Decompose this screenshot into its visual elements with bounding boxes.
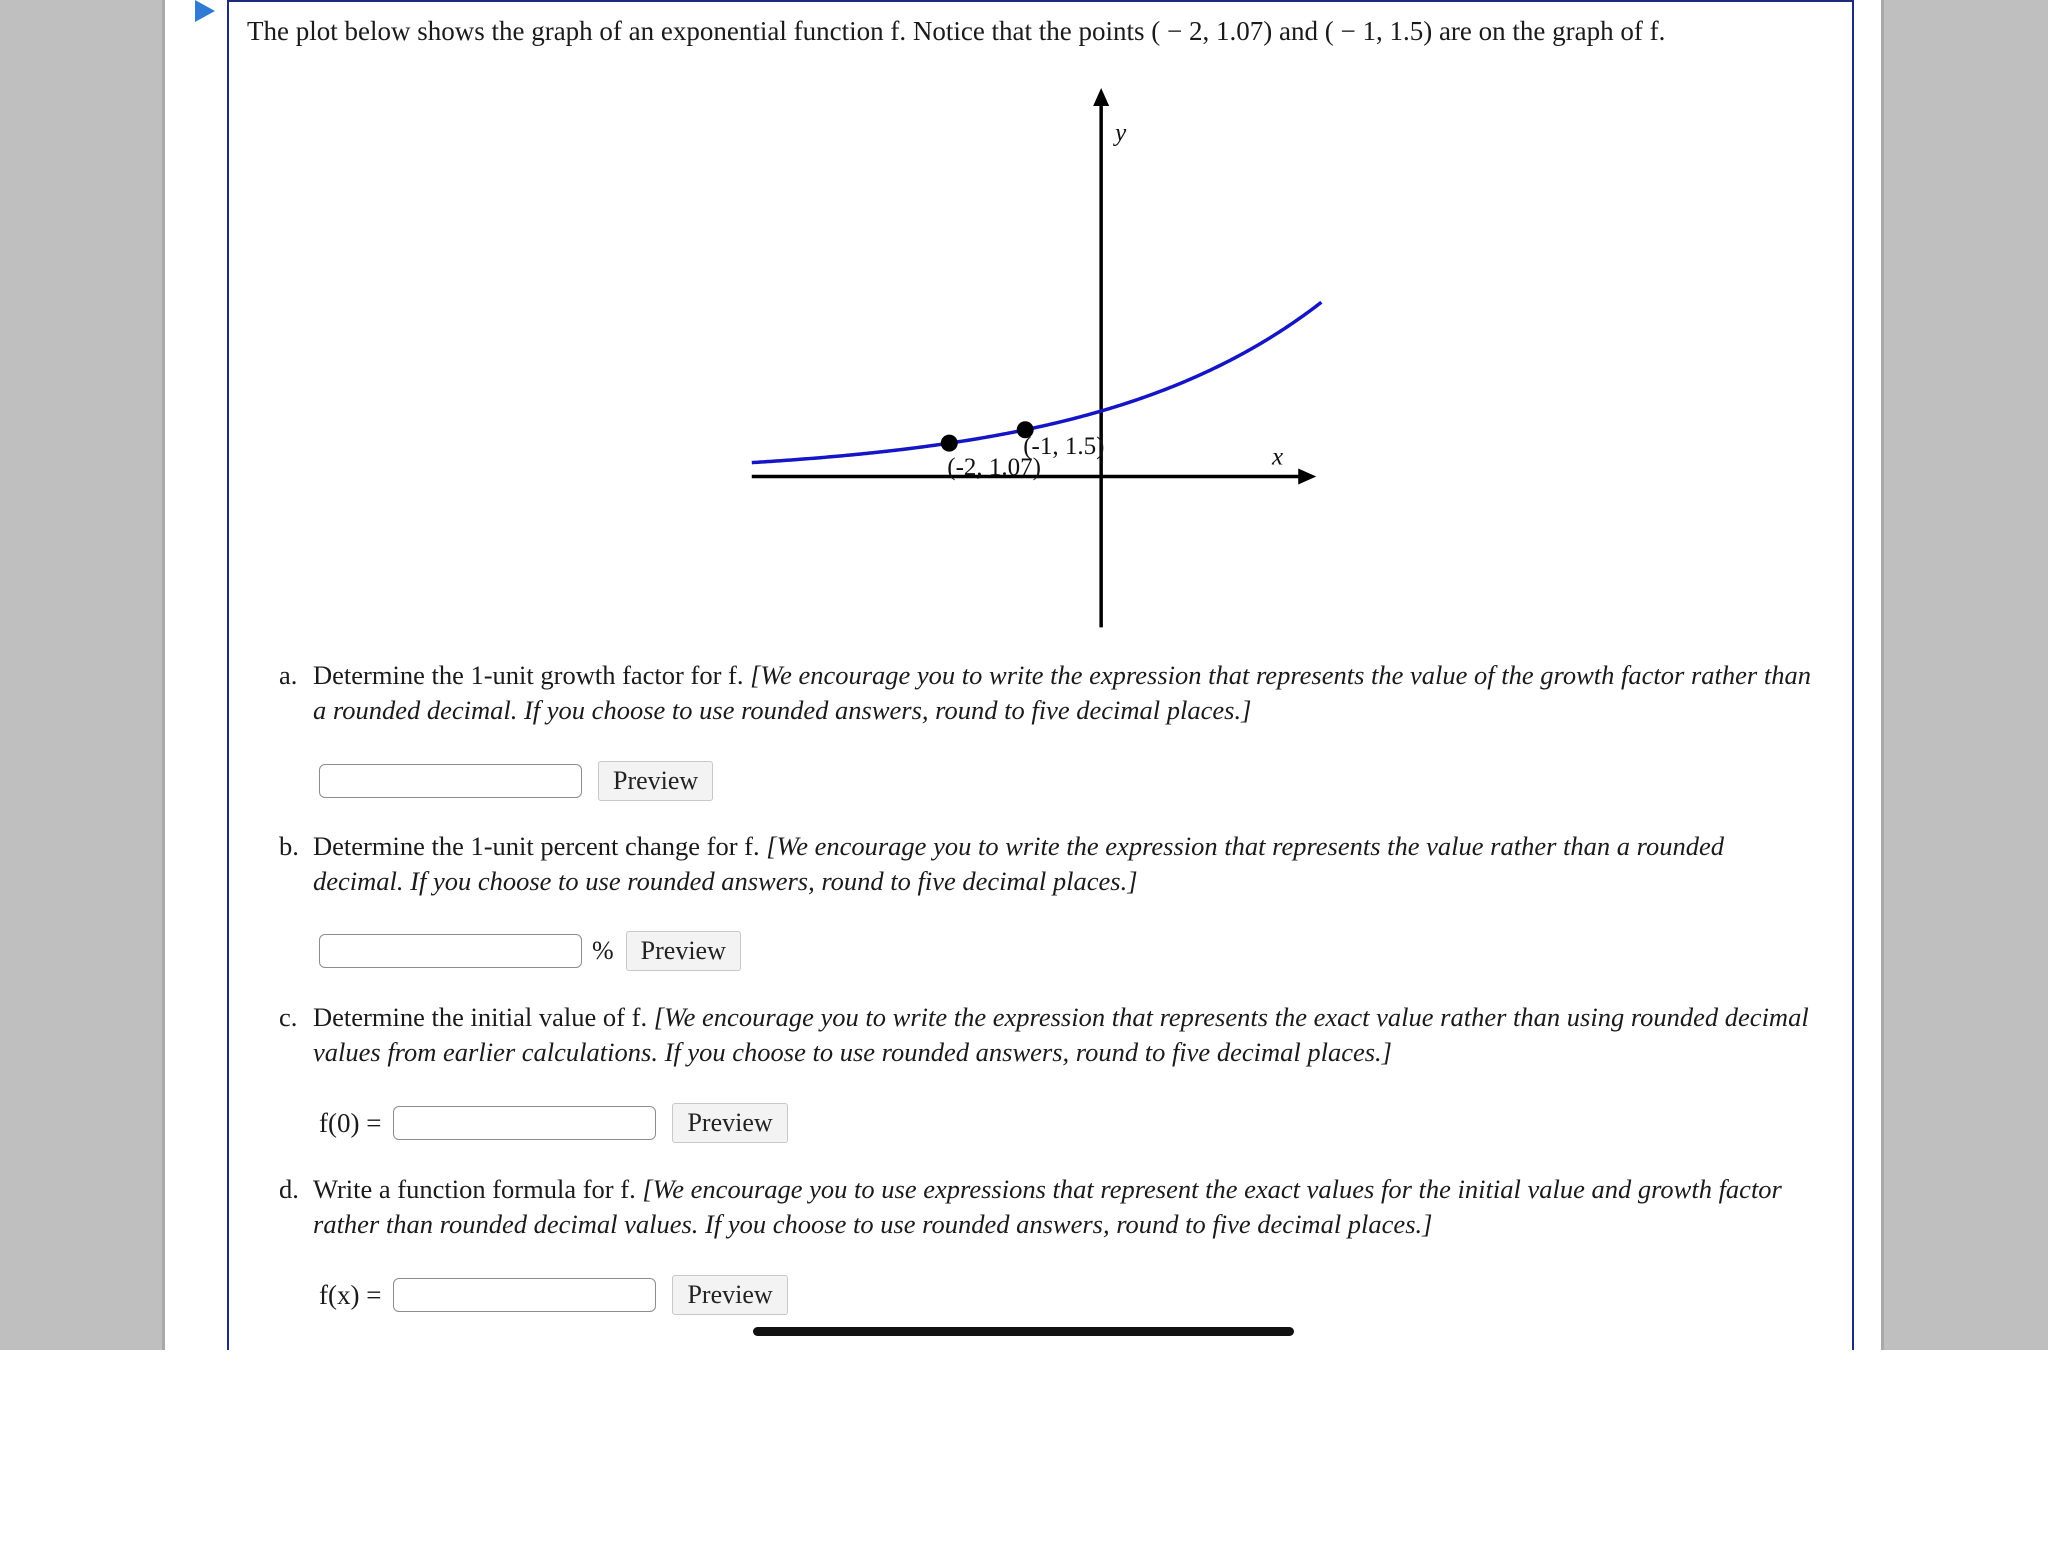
answer-row-b xyxy=(319,930,741,972)
question-a xyxy=(279,658,1819,728)
answer-row-a xyxy=(319,760,713,802)
percent-change-input[interactable] xyxy=(319,934,582,968)
growth-factor-input[interactable] xyxy=(319,764,582,798)
function-graph xyxy=(729,72,1329,632)
preview-button[interactable]: Preview xyxy=(598,761,713,801)
initial-value-input[interactable] xyxy=(393,1106,656,1140)
question-prompt: Determine the 1-unit growth factor for f. xyxy=(313,660,744,690)
point-marker xyxy=(941,435,958,452)
input-label: f(x) = xyxy=(319,1279,382,1310)
answer-row-d xyxy=(319,1274,788,1316)
x-axis-label: x xyxy=(1272,443,1284,471)
answer-row-c xyxy=(319,1102,788,1144)
y-axis-label: y xyxy=(1115,119,1127,147)
percent-sign: % xyxy=(592,936,614,965)
question-b xyxy=(279,829,1819,899)
question-prompt: Write a function formula for f. xyxy=(313,1174,636,1204)
question-marker: a. xyxy=(279,660,298,690)
question-marker: c. xyxy=(279,1002,298,1032)
question-prompt: Determine the 1-unit percent change for f. xyxy=(313,831,760,861)
x-axis-arrow xyxy=(1298,468,1316,484)
question-marker: d. xyxy=(279,1174,299,1204)
problem-intro: The plot below shows the graph of an exponential function f. Notice that the points ( − 2, 1.07) and ( − 1, 1.5) are on the graph of f. xyxy=(247,16,1666,46)
question-hint: [We encourage you to write the expression that represents the exact value rather than using rounded decimal values from earlier calculations. If you choose to use rounded answers, round to five decimal places.] xyxy=(313,1002,1809,1067)
question-d xyxy=(279,1172,1819,1242)
question-c xyxy=(279,1000,1819,1070)
question-hint: [We encourage you to use expressions that represent the exact values for the initial value and growth factor rather than rounded decimal values. If you choose to use rounded answers, round to five decimal places.] xyxy=(313,1174,1782,1239)
preview-button[interactable]: Preview xyxy=(672,1275,787,1315)
point-label: (-1, 1.5) xyxy=(1023,432,1105,460)
question-hint: [We encourage you to write the expression that represents the value rather than a rounded decimal. If you choose to use rounded answers, round to five decimal places.] xyxy=(313,831,1725,896)
play-icon[interactable] xyxy=(194,0,216,22)
problem-panel xyxy=(227,0,1854,1350)
question-marker: b. xyxy=(279,831,299,861)
question-prompt: Determine the initial value of f. xyxy=(313,1002,648,1032)
scrollbar[interactable] xyxy=(753,1327,1294,1336)
preview-button[interactable]: Preview xyxy=(626,931,741,971)
y-axis-arrow xyxy=(1093,88,1109,106)
page-edge-right xyxy=(1881,0,1884,1350)
question-hint: [We encourage you to write the expression that represents the value of the growth factor rather than a rounded decimal. If you choose to use rounded answers, round to five decimal places.] xyxy=(313,660,1811,725)
formula-input[interactable] xyxy=(393,1278,656,1312)
preview-button[interactable]: Preview xyxy=(672,1103,787,1143)
input-label: f(0) = xyxy=(319,1107,382,1138)
point-label: (-2, 1.07) xyxy=(947,454,1041,482)
